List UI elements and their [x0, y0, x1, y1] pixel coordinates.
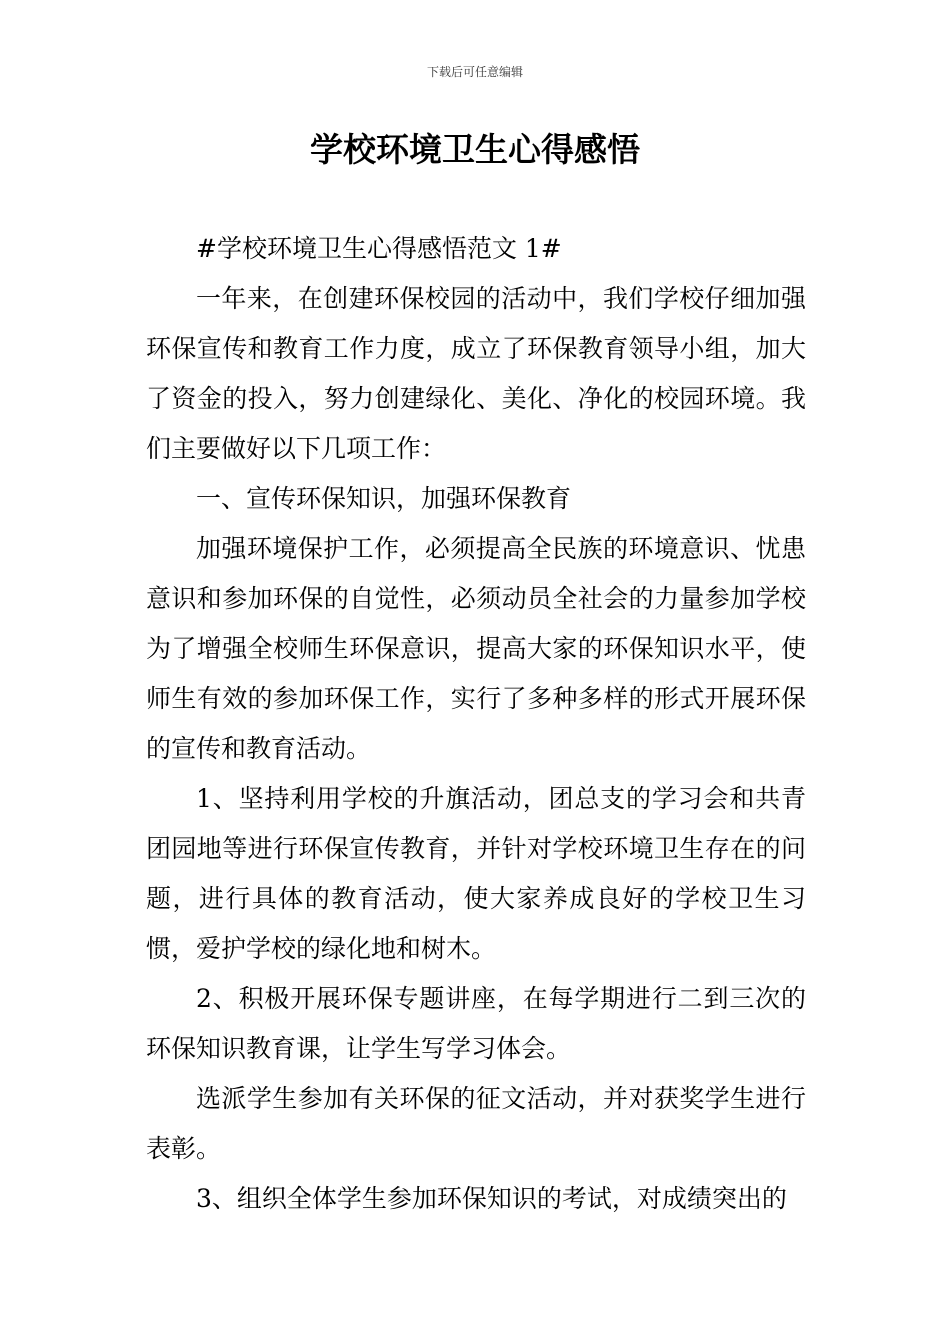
paragraph-heading: 一、宣传环保知识，加强环保教育 — [196, 484, 572, 513]
paragraph: 选派学生参加有关环保的征文活动，并对获奖学生进行表彰。 — [146, 1084, 806, 1163]
paragraph: 一年来，在创建环保校园的活动中，我们学校仔细加强环保宣传和教育工作力度，成立了环保教育领导小组，加大了资金的投入，努力创建绿化、美化、净化的校园环境。我们主要做好以下几项工作： — [146, 284, 806, 463]
paragraph: 加强环境保护工作，必须提高全民族的环境意识、忧患意识和参加环保的自觉性，必须动员全社会的力量参加学校为了增强全校师生环保意识，提高大家的环保知识水平，使师生有效的参加环保工作，实行了多种多样的形式开展环保的宣传和教育活动。 — [146, 534, 806, 763]
paragraph: 1、坚持利用学校的升旗活动，团总支的学习会和共青团园地等进行环保宣传教育，并针对学校环境卫生存在的问题，进行具体的教育活动，使大家养成良好的学校卫生习惯，爱护学校的绿化地和树木。 — [146, 784, 806, 963]
paragraph: 2、积极开展环保专题讲座，在每学期进行二到三次的环保知识教育课，让学生写学习体会。 — [146, 984, 806, 1063]
document-title: 学校环境卫生心得感悟 — [310, 130, 640, 169]
paragraph: 3、组织全体学生参加环保知识的考试，对成绩突出的 — [196, 1184, 787, 1213]
paragraph-subtitle: #学校环境卫生心得感悟范文 1# — [196, 234, 562, 263]
header-note: 下载后可任意编辑 — [426, 65, 523, 79]
document-body — [146, 224, 806, 1224]
